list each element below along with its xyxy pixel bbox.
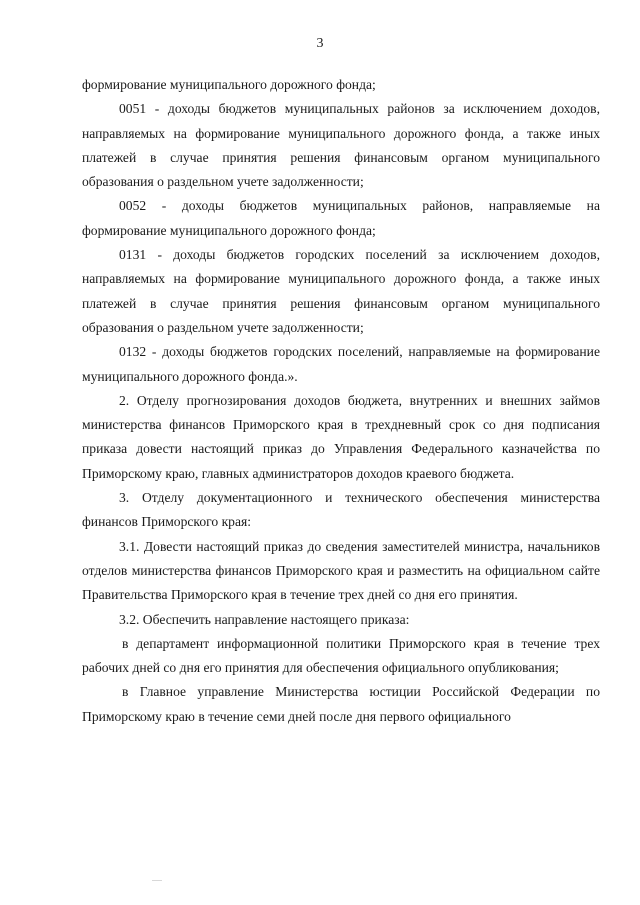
paragraph-code-0051: 0051 - доходы бюджетов муниципальных районов за исключением доходов, направляемых на формирование муниципального дорожного фонда, а также иных платежей в случае принятия решения финансовым органом муниципального образования о раздельном учете задолженности; [82,101,600,190]
paragraph-code-0052: 0052 - доходы бюджетов муниципальных районов, направляемые на формирование муниципального дорожного фонда; [82,198,600,238]
scan-artifact [152,880,162,881]
paragraph-item-3: 3. Отделу документационного и технического обеспечения министерства финансов Приморского края: [82,490,600,530]
paragraph-item-3-2: 3.2. Обеспечить направление настоящего приказа: [119,611,410,627]
paragraph-item-3-1: 3.1. Довести настоящий приказ до сведения заместителей министра, начальников отделов министерства финансов Приморского края и разместить на официальном сайте Правительства Приморского края в течение трех дней со дня его принятия. [82,538,600,603]
paragraph-road-fund-tail: формирование муниципального дорожного фонда; [82,77,376,92]
paragraph-justice-ministry: в Главное управление Министерства юстиции Российской Федерации по Приморскому краю в течение семи дней после дня первого официального [82,684,600,724]
document-body [82,73,600,729]
paragraph-info-policy-department: в департамент информационной политики Приморского края в течение трех рабочих дней со дня его принятия для обеспечения официального опубликования; [82,635,600,676]
page-number: 3 [316,36,324,51]
paragraph-item-2: 2. Отделу прогнозирования доходов бюджета, внутренних и внешних займов министерства финансов Приморского края в трехдневный срок со дня подписания приказа довести настоящий приказ до Управления Федерального казначейства по Приморскому краю, главных администраторов доходов краевого бюджета. [82,392,600,481]
paragraph-code-0132: 0132 - доходы бюджетов городских поселений, направляемые на формирование муниципального дорожного фонда.». [82,344,600,384]
paragraph-code-0131: 0131 - доходы бюджетов городских поселений за исключением доходов, направляемых на формирование муниципального дорожного фонда, а также иных платежей в случае принятия решения финансовым органом муниципального образования о раздельном учете задолженности; [82,247,600,335]
